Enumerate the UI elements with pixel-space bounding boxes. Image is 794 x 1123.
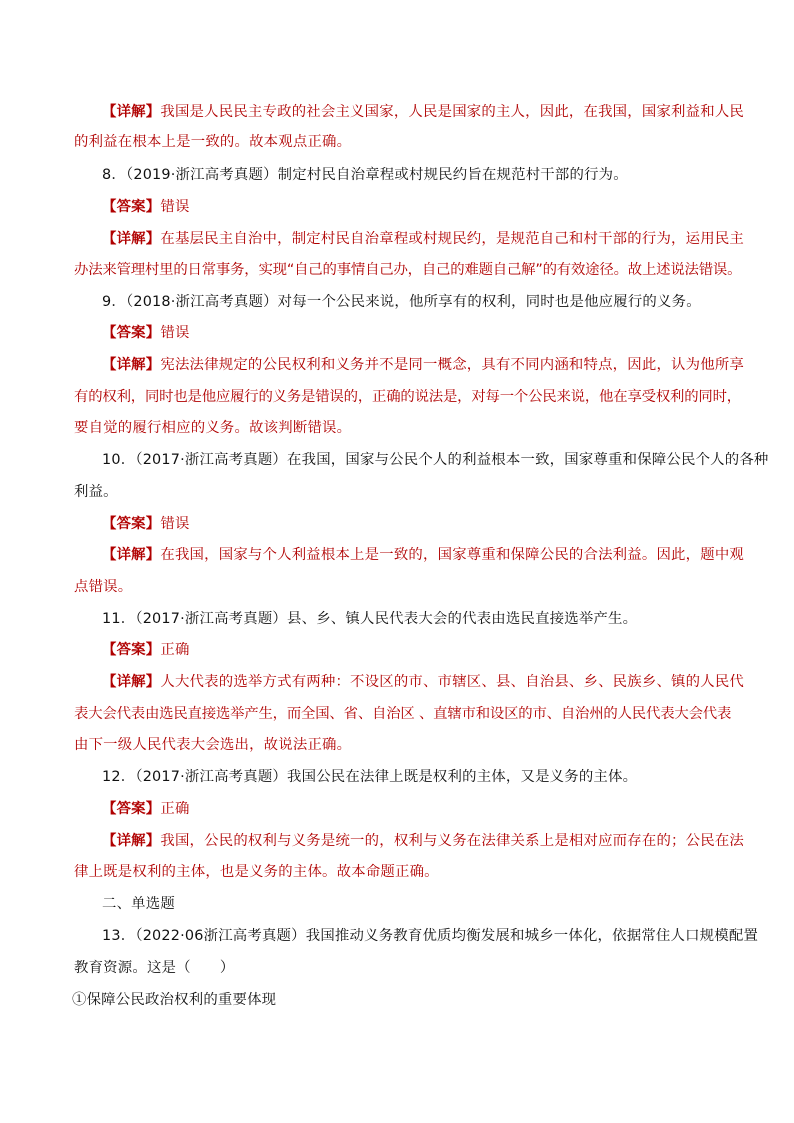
line-text: 点错误。 — [74, 579, 133, 595]
detail-tag: 【详解】 — [102, 547, 161, 563]
option-1 — [72, 990, 724, 1010]
detail-line-cont — [74, 387, 741, 407]
line-text: 10．（2017·浙江高考真题）在我国，国家与公民个人的利益根本一致，国家尊重和保障公民个人的各种 — [102, 452, 769, 468]
detail-line — [102, 229, 745, 249]
answer-line — [102, 514, 726, 534]
answer-tag: 【答案】 — [102, 516, 161, 532]
detail-tag: 【详解】 — [102, 674, 161, 690]
line-text: 由下一级人民代表大会选出，故说法正确。 — [74, 737, 352, 753]
detail-line — [102, 831, 745, 851]
line-text: 8．（2019·浙江高考真题）制定村民自治章程或村规民约旨在规范村干部的行为。 — [102, 167, 628, 183]
detail-tag: 【详解】 — [102, 833, 161, 849]
line-text: 我国是人民民主专政的社会主义国家，人民是国家的主人，因此，在我国，国家利益和人民 — [160, 104, 745, 120]
answer-tag: 【答案】 — [102, 325, 161, 341]
detail-line-cont — [74, 704, 732, 724]
line-text: 9．（2018·浙江高考真题）对每一个公民来说，他所享有的权利，同时也是他应履行的义务。 — [102, 294, 701, 310]
answer-line — [102, 197, 726, 217]
answer-tag: 【答案】 — [102, 199, 161, 215]
line-text: ①保障公民政治权利的重要体现 — [72, 992, 277, 1008]
answer-line — [102, 799, 726, 819]
line-text: 正确 — [160, 801, 190, 817]
answer-line — [102, 640, 726, 660]
line-text: 要自觉的履行相应的义务。故该判断错误。 — [74, 420, 352, 436]
line-text: 宪法法律规定的公民权利和义务并不是同一概念，具有不同内涵和特点，因此，认为他所享 — [160, 357, 745, 373]
detail-tag: 【详解】 — [102, 104, 161, 120]
detail-line-cont — [74, 418, 726, 438]
section-heading — [102, 894, 726, 914]
line-text: 正确 — [160, 642, 190, 658]
line-text: 12．（2017·浙江高考真题）我国公民在法律上既是权利的主体，又是义务的主体。 — [102, 769, 638, 785]
detail-line-cont — [74, 577, 726, 597]
line-text: 表大会代表由选民直接选举产生，而全国、省、自治区 、直辖市和设区的市、自治州的人民代表大会代表 — [74, 706, 732, 722]
detail-tag: 【详解】 — [102, 357, 161, 373]
question-11 — [102, 609, 726, 629]
line-text: 人大代表的选举方式有两种：不设区的市、市辖区、县、自治县、乡、民族乡、镇的人民代 — [160, 674, 745, 690]
question-13 — [102, 926, 759, 946]
line-text: 13．（2022·06浙江高考真题）我国推动义务教育优质均衡发展和城乡一体化，依据常住人口规模配置 — [102, 928, 759, 944]
question-12 — [102, 767, 726, 787]
detail-line — [102, 355, 745, 375]
question-8 — [102, 165, 726, 185]
line-text: 我国，公民的权利与义务是统一的，权利与义务在法律关系上是相对应而存在的；公民在法 — [160, 833, 745, 849]
question-10 — [102, 450, 769, 470]
line-text: 在基层民主自治中，制定村民自治章程或村规民约，是规范自己和村干部的行为，运用民主 — [160, 231, 745, 247]
line-text: 二、单选题 — [102, 896, 175, 912]
detail-line — [102, 545, 745, 565]
line-text: 办法来管理村里的日常事务，实现“自己的事情自己办，自己的难题自己解”的有效途径。故上述说法错误。 — [74, 262, 742, 278]
detail-line-cont — [74, 862, 726, 882]
line-text: 在我国，国家与个人利益根本上是一致的，国家尊重和保障公民的合法利益。因此，题中观 — [160, 547, 745, 563]
line-text: 11．（2017·浙江高考真题）县、乡、镇人民代表大会的代表由选民直接选举产生。 — [102, 611, 638, 627]
answer-tag: 【答案】 — [102, 801, 161, 817]
line-text: 错误 — [160, 516, 190, 532]
line-text: 有的权利，同时也是他应履行的义务是错误的，正确的说法是，对每一个公民来说，他在享受权利的同时， — [74, 389, 741, 405]
detail-line-cont — [74, 132, 726, 152]
question-9 — [102, 292, 726, 312]
question-10-cont — [74, 482, 726, 502]
detail-line-cont — [74, 735, 726, 755]
answer-tag: 【答案】 — [102, 642, 161, 658]
line-text: 错误 — [160, 199, 190, 215]
detail-line-cont — [74, 260, 742, 280]
line-text: 利益。 — [74, 484, 118, 500]
answer-line — [102, 323, 726, 343]
detail-line — [102, 102, 745, 122]
detail-tag: 【详解】 — [102, 231, 161, 247]
detail-line — [102, 672, 745, 692]
line-text: 错误 — [160, 325, 190, 341]
line-text: 的利益在根本上是一致的。故本观点正确。 — [74, 134, 352, 150]
question-13-cont — [74, 958, 726, 978]
line-text: 律上既是权利的主体，也是义务的主体。故本命题正确。 — [74, 864, 439, 880]
line-text: 教育资源。这是（ ） — [74, 960, 235, 976]
